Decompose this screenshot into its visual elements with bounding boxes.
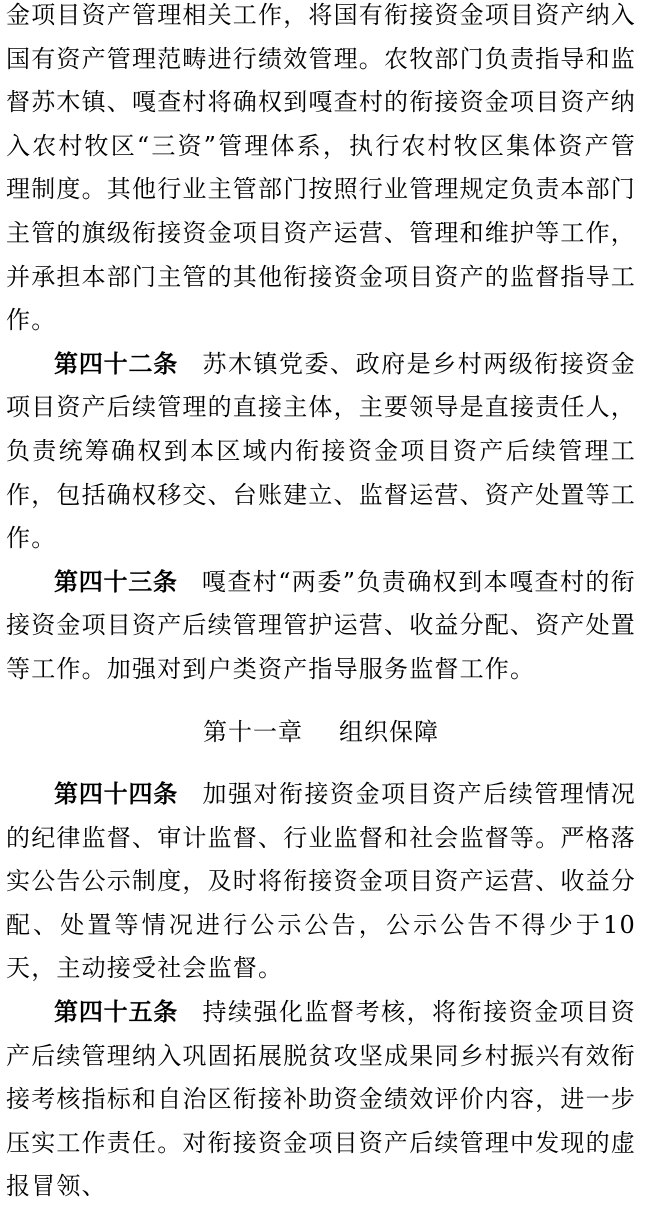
chapter-title: 组织保障 <box>339 717 439 746</box>
article-43 <box>6 561 636 692</box>
chapter-number: 第十一章 <box>203 717 303 746</box>
chapter-heading <box>6 711 636 755</box>
paragraph-text: 加强对衔接资金项目资产后续管理情况的纪律监督、审计监督、行业监督和社会监督等。严格落实公告公示制度，及时将衔接资金项目资产运营、收益分配、处置等情况进行公示公告，公示公告不得少于10天，主动接受社会监督。 <box>6 780 637 983</box>
article-number: 第四十三条 <box>54 567 178 596</box>
paragraph-continued <box>6 0 636 343</box>
paragraph-text: 持续强化监督考核，将衔接资金项目资产后续管理纳入巩固拓展脱贫攻坚成果同乡村振兴有效衔接考核指标和自治区衔接补助资金绩效评价内容，进一步压实工作责任。对衔接资金项目资产后续管理中发现的虚报冒领、 <box>6 998 637 1201</box>
paragraph-text: 嘎查村“两委”负责确权到本嘎查村的衔接资金项目资产后续管理管护运营、收益分配、资产处置等工作。加强对到户类资产指导服务监督工作。 <box>6 567 637 683</box>
article-44 <box>6 773 636 991</box>
article-45 <box>6 991 636 1209</box>
article-number: 第四十五条 <box>54 998 179 1027</box>
article-number: 第四十二条 <box>54 349 179 378</box>
paragraph-text: 金项目资产管理相关工作，将国有衔接资金项目资产纳入国有资产管理范畴进行绩效管理。农牧部门负责指导和监督苏木镇、嘎查村将确权到嘎查村的衔接资金项目资产纳入农村牧区“三资”管理体系，执行农村牧区集体资产管理制度。其他行业主管部门按照行业管理规定负责本部门主管的旗级衔接资金项目资产运营、管理和维护等工作，并承担本部门主管的其他衔接资金项目资产的监督指导工作。 <box>6 1 636 335</box>
article-number: 第四十四条 <box>54 780 179 809</box>
paragraph-text: 苏木镇党委、政府是乡村两级衔接资金项目资产后续管理的直接主体，主要领导是直接责任人，负责统筹确权到本区域内衔接资金项目资产后续管理工作，包括确权移交、台账建立、监督运营、资产处置等工作。 <box>6 349 637 553</box>
article-42 <box>6 343 636 561</box>
